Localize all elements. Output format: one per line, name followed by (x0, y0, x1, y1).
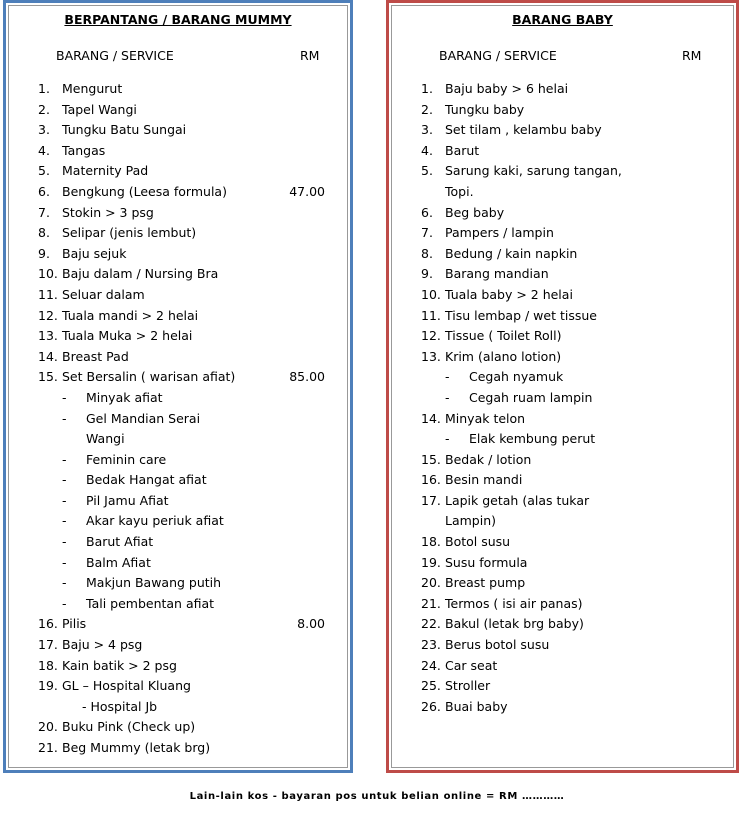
baby-list-item (389, 285, 736, 306)
baby-list-item (389, 367, 736, 388)
baby-list-item (389, 553, 736, 574)
item-number: 4. (421, 142, 433, 158)
item-text: Tangas (62, 142, 106, 158)
item-text: Bedung / kain napkin (445, 245, 578, 261)
mummy-col-item: BARANG / SERVICE (56, 48, 174, 63)
item-number: 10. (38, 266, 58, 282)
sub-item-text: Cegah nyamuk (469, 369, 564, 385)
baby-list-item (389, 244, 736, 265)
item-text: GL – Hospital Kluang (62, 678, 191, 694)
mummy-list-item (6, 491, 350, 512)
item-number: 13. (38, 328, 58, 344)
item-number: 1. (421, 81, 433, 96)
item-number: 2. (421, 101, 433, 117)
mummy-list-item (6, 450, 350, 471)
mummy-list-item (6, 120, 350, 141)
item-number: 11. (38, 286, 58, 302)
baby-list-item (389, 470, 736, 491)
item-text: Breast Pad (62, 348, 129, 364)
baby-col-price: RM (682, 48, 702, 63)
mummy-list-item (6, 614, 350, 635)
mummy-list-item (6, 347, 350, 368)
mummy-list-item (6, 553, 350, 574)
item-number: 14. (421, 410, 441, 426)
item-text: Mengurut (62, 81, 123, 96)
mummy-list-item (6, 717, 350, 738)
baby-list-item (389, 100, 736, 121)
baby-list-item (389, 614, 736, 635)
item-text: Baju baby > 6 helai (445, 81, 569, 96)
sub-item-text: Gel Mandian Serai (86, 410, 201, 426)
item-text: Set Bersalin ( warisan afiat) (62, 369, 236, 385)
item-number: 26. (421, 698, 441, 714)
item-number: 14. (38, 348, 58, 364)
item-text: Baju > 4 psg (62, 637, 143, 653)
mummy-list-item (6, 470, 350, 491)
item-text: Car seat (445, 657, 498, 673)
mummy-list-item (6, 285, 350, 306)
item-number: 19. (421, 554, 441, 570)
item-text: Stroller (445, 678, 491, 694)
mummy-list-item (6, 388, 350, 409)
item-number: 1. (38, 81, 50, 96)
item-number: 22. (421, 616, 441, 632)
item-text: Termos ( isi air panas) (445, 595, 583, 611)
sub-item-dash: - (62, 595, 67, 611)
item-text: Bengkung (Leesa formula) (62, 183, 227, 199)
item-text: Bedak / lotion (445, 451, 532, 467)
baby-list-item (389, 697, 736, 718)
item-text: Besin mandi (445, 472, 523, 488)
mummy-item-list (6, 79, 350, 759)
mummy-list-item (6, 141, 350, 162)
item-text: Tuala Muka > 2 helai (62, 328, 193, 344)
baby-list-item (389, 429, 736, 450)
sub-item-text: Balm Afiat (86, 554, 151, 570)
baby-list-item (389, 161, 736, 182)
sub-item-text: Bedak Hangat afiat (86, 472, 207, 488)
item-text: Buku Pink (Check up) (62, 719, 196, 735)
item-text: Sarung kaki, sarung tangan, (445, 163, 622, 179)
item-text: Tissue ( Toilet Roll) (445, 328, 562, 344)
item-number: 10. (421, 286, 441, 302)
baby-list-item (389, 573, 736, 594)
item-text: Botol susu (445, 534, 511, 550)
item-text-continued: Lampin) (445, 513, 497, 529)
item-number: 8. (421, 245, 433, 261)
sub-item-text: Makjun Bawang putih (86, 575, 222, 591)
item-text: Susu formula (445, 554, 528, 570)
mummy-col-price: RM (300, 48, 320, 63)
item-text: Tisu lembap / wet tissue (445, 307, 597, 323)
baby-list-item (389, 326, 736, 347)
sub-item-dash: - (62, 575, 67, 591)
item-number: 15. (38, 369, 58, 385)
mummy-list-item (6, 738, 350, 759)
mummy-list-item (6, 429, 350, 450)
sub-item-text-continued: Wangi (86, 431, 125, 447)
baby-list-item (389, 79, 736, 100)
item-text: Seluar dalam (62, 286, 145, 302)
item-number: 11. (421, 307, 441, 323)
sub-item-text: Akar kayu periuk afiat (86, 513, 224, 529)
sub-item-dash: - (445, 369, 450, 385)
baby-list-item (389, 594, 736, 615)
sub-item-text: Tali pembentan afiat (86, 595, 215, 611)
baby-list-item (389, 409, 736, 430)
item-number: 17. (38, 637, 58, 653)
item-number: 12. (38, 307, 58, 323)
item-number: 20. (421, 575, 441, 591)
item-text: Lapik getah (alas tukar (445, 492, 590, 508)
item-text: Baju sejuk (62, 245, 127, 261)
baby-panel (386, 0, 739, 773)
item-number: 21. (421, 595, 441, 611)
item-text: Selipar (jenis lembut) (62, 225, 197, 241)
baby-title: BARANG BABY (512, 12, 613, 27)
mummy-list-item (6, 306, 350, 327)
mummy-panel (3, 0, 353, 773)
baby-list-item (389, 120, 736, 141)
mummy-list-item (6, 532, 350, 553)
sub-item-dash: - (445, 389, 450, 405)
mummy-list-item (6, 223, 350, 244)
item-text: Beg baby (445, 204, 505, 220)
sub-item-text: Cegah ruam lampin (469, 389, 593, 405)
mummy-list-item (6, 161, 350, 182)
sub-item-dash: - (62, 410, 67, 426)
item-text: Krim (alano lotion) (445, 348, 562, 364)
item-number: 7. (38, 204, 50, 220)
item-number: 19. (38, 678, 58, 694)
item-text: Minyak telon (445, 410, 526, 426)
baby-item-list (389, 79, 736, 717)
item-price: 8.00 (297, 616, 325, 632)
sub-item-dash: - (62, 492, 67, 508)
mummy-list-item (6, 594, 350, 615)
mummy-list-item (6, 182, 350, 203)
item-text-continued: - Hospital Jb (82, 698, 158, 714)
item-number: 18. (38, 657, 58, 673)
item-number: 9. (421, 266, 433, 282)
sub-item-text: Pil Jamu Afiat (86, 492, 169, 508)
sub-item-dash: - (445, 431, 450, 447)
item-price: 85.00 (289, 369, 325, 385)
item-number: 21. (38, 740, 58, 755)
mummy-list-item (6, 511, 350, 532)
item-number: 23. (421, 637, 441, 653)
item-price: 47.00 (289, 183, 325, 199)
baby-list-item (389, 306, 736, 327)
item-number: 20. (38, 719, 58, 735)
footer-note: Lain-lain kos - bayaran pos untuk belian online = RM ………… (189, 791, 565, 802)
sub-item-dash: - (62, 472, 67, 488)
item-number: 4. (38, 142, 50, 158)
sub-item-text: Elak kembung perut (469, 431, 596, 447)
item-number: 8. (38, 225, 50, 241)
item-text: Kain batik > 2 psg (62, 657, 177, 673)
baby-list-item (389, 656, 736, 677)
item-number: 3. (421, 122, 433, 138)
mummy-list-item (6, 697, 350, 718)
item-number: 13. (421, 348, 441, 364)
item-number: 5. (421, 163, 433, 179)
mummy-list-item (6, 264, 350, 285)
baby-list-item (389, 141, 736, 162)
mummy-list-item (6, 203, 350, 224)
item-text: Barang mandian (445, 266, 549, 282)
item-number: 17. (421, 492, 441, 508)
item-number: 9. (38, 245, 50, 261)
sub-item-dash: - (62, 451, 67, 467)
item-text: Pilis (62, 616, 87, 632)
item-text: Barut (445, 142, 480, 158)
baby-list-item (389, 676, 736, 697)
item-text: Maternity Pad (62, 163, 149, 179)
item-text: Baju dalam / Nursing Bra (62, 266, 219, 282)
item-number: 6. (421, 204, 433, 220)
sub-item-dash: - (62, 554, 67, 570)
item-number: 12. (421, 328, 441, 344)
baby-list-item (389, 203, 736, 224)
item-number: 25. (421, 678, 441, 694)
item-text: Breast pump (445, 575, 526, 591)
mummy-list-item (6, 244, 350, 265)
item-text: Pampers / lampin (445, 225, 554, 241)
item-number: 6. (38, 183, 50, 199)
mummy-list-item (6, 79, 350, 100)
mummy-list-item (6, 573, 350, 594)
item-text: Set tilam , kelambu baby (445, 122, 602, 138)
baby-list-item (389, 388, 736, 409)
baby-col-item: BARANG / SERVICE (439, 48, 557, 63)
mummy-list-item (6, 100, 350, 121)
item-number: 3. (38, 122, 50, 138)
item-number: 2. (38, 101, 50, 117)
baby-list-item (389, 635, 736, 656)
item-number: 16. (421, 472, 441, 488)
sub-item-dash: - (62, 389, 67, 405)
item-text: Beg Mummy (letak brg) (62, 740, 211, 755)
item-number: 18. (421, 534, 441, 550)
mummy-list-item (6, 326, 350, 347)
baby-list-item (389, 450, 736, 471)
mummy-title: BERPANTANG / BARANG MUMMY (64, 12, 292, 27)
baby-list-item (389, 182, 736, 203)
mummy-list-item (6, 635, 350, 656)
baby-list-item (389, 347, 736, 368)
item-text: Bakul (letak brg baby) (445, 616, 584, 632)
item-text: Tapel Wangi (62, 101, 137, 117)
item-text: Stokin > 3 psg (62, 204, 154, 220)
sub-item-text: Feminin care (86, 451, 167, 467)
mummy-list-item (6, 656, 350, 677)
item-text: Buai baby (445, 698, 508, 714)
item-number: 5. (38, 163, 50, 179)
mummy-list-item (6, 367, 350, 388)
item-number: 24. (421, 657, 441, 673)
item-text: Tungku baby (445, 101, 525, 117)
item-text: Tungku Batu Sungai (62, 122, 187, 138)
sub-item-text: Barut Afiat (86, 534, 154, 550)
sub-item-dash: - (62, 513, 67, 529)
baby-list-item (389, 511, 736, 532)
mummy-list-item (6, 409, 350, 430)
baby-list-item (389, 532, 736, 553)
item-text: Berus botol susu (445, 637, 550, 653)
sub-item-text: Minyak afiat (86, 389, 163, 405)
baby-list-item (389, 491, 736, 512)
sub-item-dash: - (62, 534, 67, 550)
item-number: 7. (421, 225, 433, 241)
baby-list-item (389, 264, 736, 285)
item-text: Tuala mandi > 2 helai (62, 307, 199, 323)
item-number: 15. (421, 451, 441, 467)
item-text-continued: Topi. (445, 183, 474, 199)
baby-list-item (389, 223, 736, 244)
item-number: 16. (38, 616, 58, 632)
mummy-list-item (6, 676, 350, 697)
item-text: Tuala baby > 2 helai (445, 286, 573, 302)
